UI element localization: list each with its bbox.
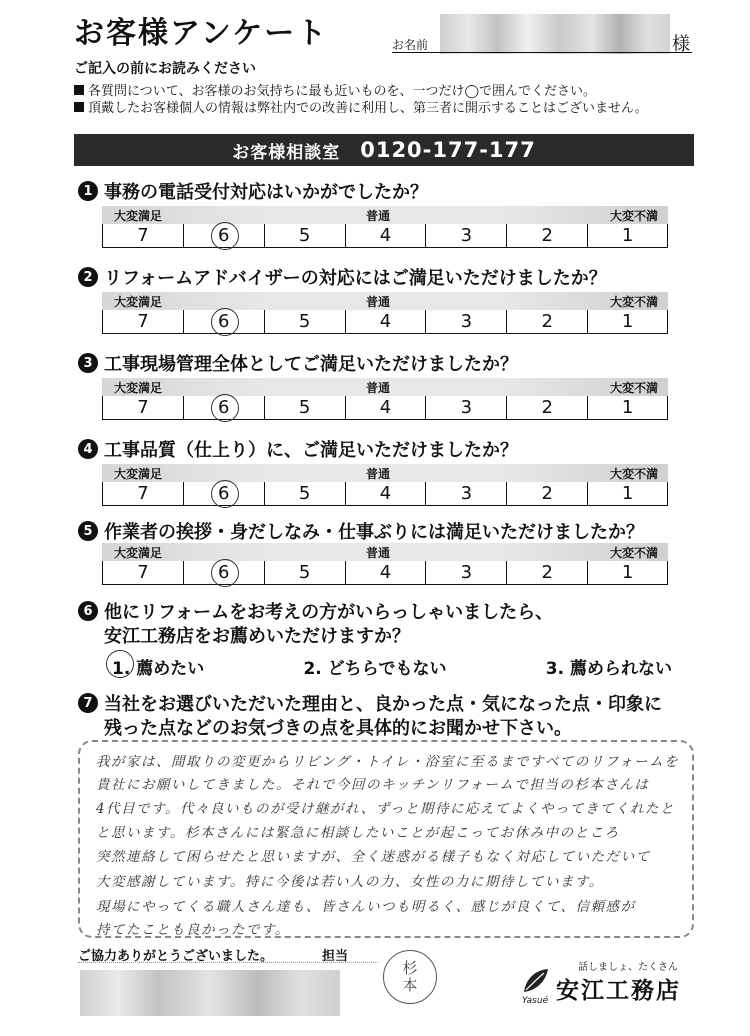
- question-number: 4: [78, 439, 98, 459]
- rating-option[interactable]: 5: [264, 482, 345, 505]
- rating-option[interactable]: 4: [345, 224, 426, 247]
- scale-label-very-satisfied: 大変満足: [114, 546, 163, 560]
- question-7-line2: 残った点などのお気づきの点を具体的にお聞かせ下さい。: [104, 718, 572, 739]
- leaf-logo-icon: [520, 966, 550, 996]
- comment-line: 現場にやってくる職人さん達も、皆さんいつも明るく、感じが良くて、信頼感が: [96, 899, 636, 915]
- rating-scale-4: [102, 464, 668, 506]
- contact-bar: [74, 134, 694, 166]
- rating-scale-2: [102, 292, 668, 334]
- question-2: [78, 264, 607, 290]
- rating-scale-1: [102, 206, 668, 248]
- question-text: 当社をお選びいただいた理由と、良かった点・気になった点・印象に: [104, 694, 662, 715]
- comment-line: 我が家は、間取りの変更からリビング・トイレ・浴室に至るまですべてのリフォームを: [96, 754, 680, 770]
- question-number: 7: [78, 693, 98, 713]
- rating-option[interactable]: 2: [506, 310, 587, 333]
- question-text: 事務の電話受付対応はいかがでしたか？: [104, 182, 428, 203]
- rating-option[interactable]: 4: [345, 396, 426, 419]
- company-slogan: 話しましょ、たくさん: [578, 962, 678, 973]
- rating-option[interactable]: 7: [102, 482, 183, 505]
- instruction-note-text: 頂戴したお客様個人の情報は弊社内での改善に利用し、第三者に開示することはございません。: [88, 101, 648, 116]
- question-number: 2: [78, 267, 98, 287]
- scale-label-very-dissatisfied: 大変不満: [609, 295, 658, 309]
- scale-label-very-satisfied: 大変満足: [114, 295, 163, 309]
- question-1: [78, 178, 428, 204]
- question-4: [78, 436, 518, 462]
- comment-line: 貴社にお願いしてきました。それで今回のキッチンリフォームで担当の杉本さんは: [96, 777, 650, 793]
- comment-line: 大変感謝しています。特に今後は若い人の力、女性の力に期待しています。: [96, 874, 604, 890]
- rating-option[interactable]: 1: [587, 224, 668, 247]
- comment-line: と思います。杉本さんには緊急に相談したいことが起こってお休み中のところ: [96, 825, 620, 841]
- rating-option[interactable]: 2: [506, 561, 587, 584]
- rating-option[interactable]: 1: [587, 482, 668, 505]
- scale-label-very-dissatisfied: 大変不満: [609, 209, 658, 223]
- rating-option[interactable]: 3: [425, 482, 506, 505]
- question-7: [78, 690, 662, 716]
- comment-line: 突然連絡して困らせたと思いますが、全く迷惑がる様子もなく対応していただいて: [96, 849, 651, 865]
- question-number: 6: [78, 601, 98, 621]
- rating-option[interactable]: 2: [506, 482, 587, 505]
- company-name: 安江工務店: [556, 978, 681, 1004]
- bullet-square-icon: [74, 102, 84, 112]
- scale-label-neutral: 普通: [366, 381, 391, 395]
- rating-option[interactable]: 3: [425, 224, 506, 247]
- tanto-underline: [78, 962, 378, 963]
- question-3: [78, 350, 518, 376]
- thanks-text: ご協力ありがとうございました。: [78, 949, 274, 964]
- rating-option[interactable]: 7: [102, 310, 183, 333]
- scale-label-very-satisfied: 大変満足: [114, 209, 163, 223]
- logo-subtext: Yasué: [522, 996, 549, 1006]
- question-number: 5: [78, 521, 98, 541]
- hanko-stamp: [383, 950, 437, 1004]
- rating-scale-5: [102, 543, 668, 585]
- question-number: 1: [78, 181, 98, 201]
- rating-option[interactable]: 5: [264, 561, 345, 584]
- recommend-option[interactable]: 2. どちらでもない: [303, 659, 447, 679]
- rating-option-selected[interactable]: 6: [183, 310, 264, 333]
- comment-line: 持てたことも良かったです。: [96, 922, 290, 938]
- name-redacted: [440, 14, 670, 54]
- rating-option[interactable]: 1: [587, 310, 668, 333]
- rating-option[interactable]: 4: [345, 561, 426, 584]
- rating-option[interactable]: 3: [425, 561, 506, 584]
- name-label: お名前: [392, 38, 429, 52]
- name-underline: [392, 52, 692, 53]
- rating-option-selected[interactable]: 6: [183, 561, 264, 584]
- recommend-options: [112, 654, 672, 679]
- comment-line: 4代目です。代々良いものが受け継がれ、ずっと期待に応えてよくやってきてくれたと: [96, 801, 676, 817]
- rating-option[interactable]: 5: [264, 224, 345, 247]
- question-text: 他にリフォームをお考えの方がいらっしゃいましたら、: [104, 602, 554, 623]
- rating-option[interactable]: 1: [587, 396, 668, 419]
- rating-option[interactable]: 7: [102, 561, 183, 584]
- rating-option[interactable]: 2: [506, 396, 587, 419]
- rating-option[interactable]: 1: [587, 561, 668, 584]
- question-5: [78, 518, 644, 544]
- contact-phone: 0120-177-177: [360, 138, 536, 162]
- question-text: リフォームアドバイザーの対応にはご満足いただけましたか？: [104, 268, 607, 289]
- tanto-label: 担当: [322, 949, 349, 964]
- instructions-heading: ご記入の前にお読みください: [74, 61, 256, 77]
- question-text: 工事現場管理全体としてご満足いただけましたか？: [104, 354, 518, 375]
- rating-option[interactable]: 5: [264, 396, 345, 419]
- rating-scale-3: [102, 378, 668, 420]
- scale-label-very-dissatisfied: 大変不満: [609, 381, 658, 395]
- scale-label-very-dissatisfied: 大変不満: [609, 546, 658, 560]
- question-6: [78, 598, 553, 624]
- instruction-note-text: 各質問について、お客様のお気持ちに最も近いものを、一つだけ◯で囲んでください。: [88, 84, 597, 99]
- page-title: お客様アンケート: [74, 16, 329, 51]
- rating-option[interactable]: 4: [345, 310, 426, 333]
- rating-option[interactable]: 3: [425, 310, 506, 333]
- question-text: 工事品質（仕上り）に、ご満足いただけましたか？: [104, 440, 518, 461]
- instruction-note: [74, 97, 648, 116]
- rating-option[interactable]: 4: [345, 482, 426, 505]
- rating-option[interactable]: 3: [425, 396, 506, 419]
- scale-label-neutral: 普通: [366, 467, 391, 481]
- stamp-text-bottom: 本: [402, 976, 418, 994]
- rating-option[interactable]: 5: [264, 310, 345, 333]
- rating-option-selected[interactable]: 6: [183, 396, 264, 419]
- rating-option-selected[interactable]: 6: [183, 224, 264, 247]
- honorific: 様: [672, 34, 690, 55]
- rating-option-selected[interactable]: 6: [183, 482, 264, 505]
- scale-label-very-satisfied: 大変満足: [114, 381, 163, 395]
- question-6-line2: 安江工務店をお薦めいただけますか？: [104, 626, 410, 647]
- rating-option[interactable]: 7: [102, 224, 183, 247]
- stamp-text-top: 杉: [402, 959, 418, 977]
- bullet-square-icon: [74, 85, 84, 95]
- scale-label-very-dissatisfied: 大変不満: [609, 467, 658, 481]
- rating-option[interactable]: 7: [102, 396, 183, 419]
- rating-option[interactable]: 2: [506, 224, 587, 247]
- scale-label-neutral: 普通: [366, 295, 391, 309]
- contact-label: お客様相談室: [232, 142, 341, 163]
- question-text: 作業者の挨拶・身だしなみ・仕事ぶりには満足いただけましたか？: [104, 522, 644, 543]
- recommend-option[interactable]: 3. 薦められない: [545, 659, 672, 679]
- scale-label-very-satisfied: 大変満足: [114, 467, 163, 481]
- question-number: 3: [78, 353, 98, 373]
- scale-label-neutral: 普通: [366, 546, 391, 560]
- recommend-option-selected[interactable]: 1. 薦めたい: [112, 654, 204, 679]
- address-redacted: [80, 970, 340, 1016]
- scale-label-neutral: 普通: [366, 209, 391, 223]
